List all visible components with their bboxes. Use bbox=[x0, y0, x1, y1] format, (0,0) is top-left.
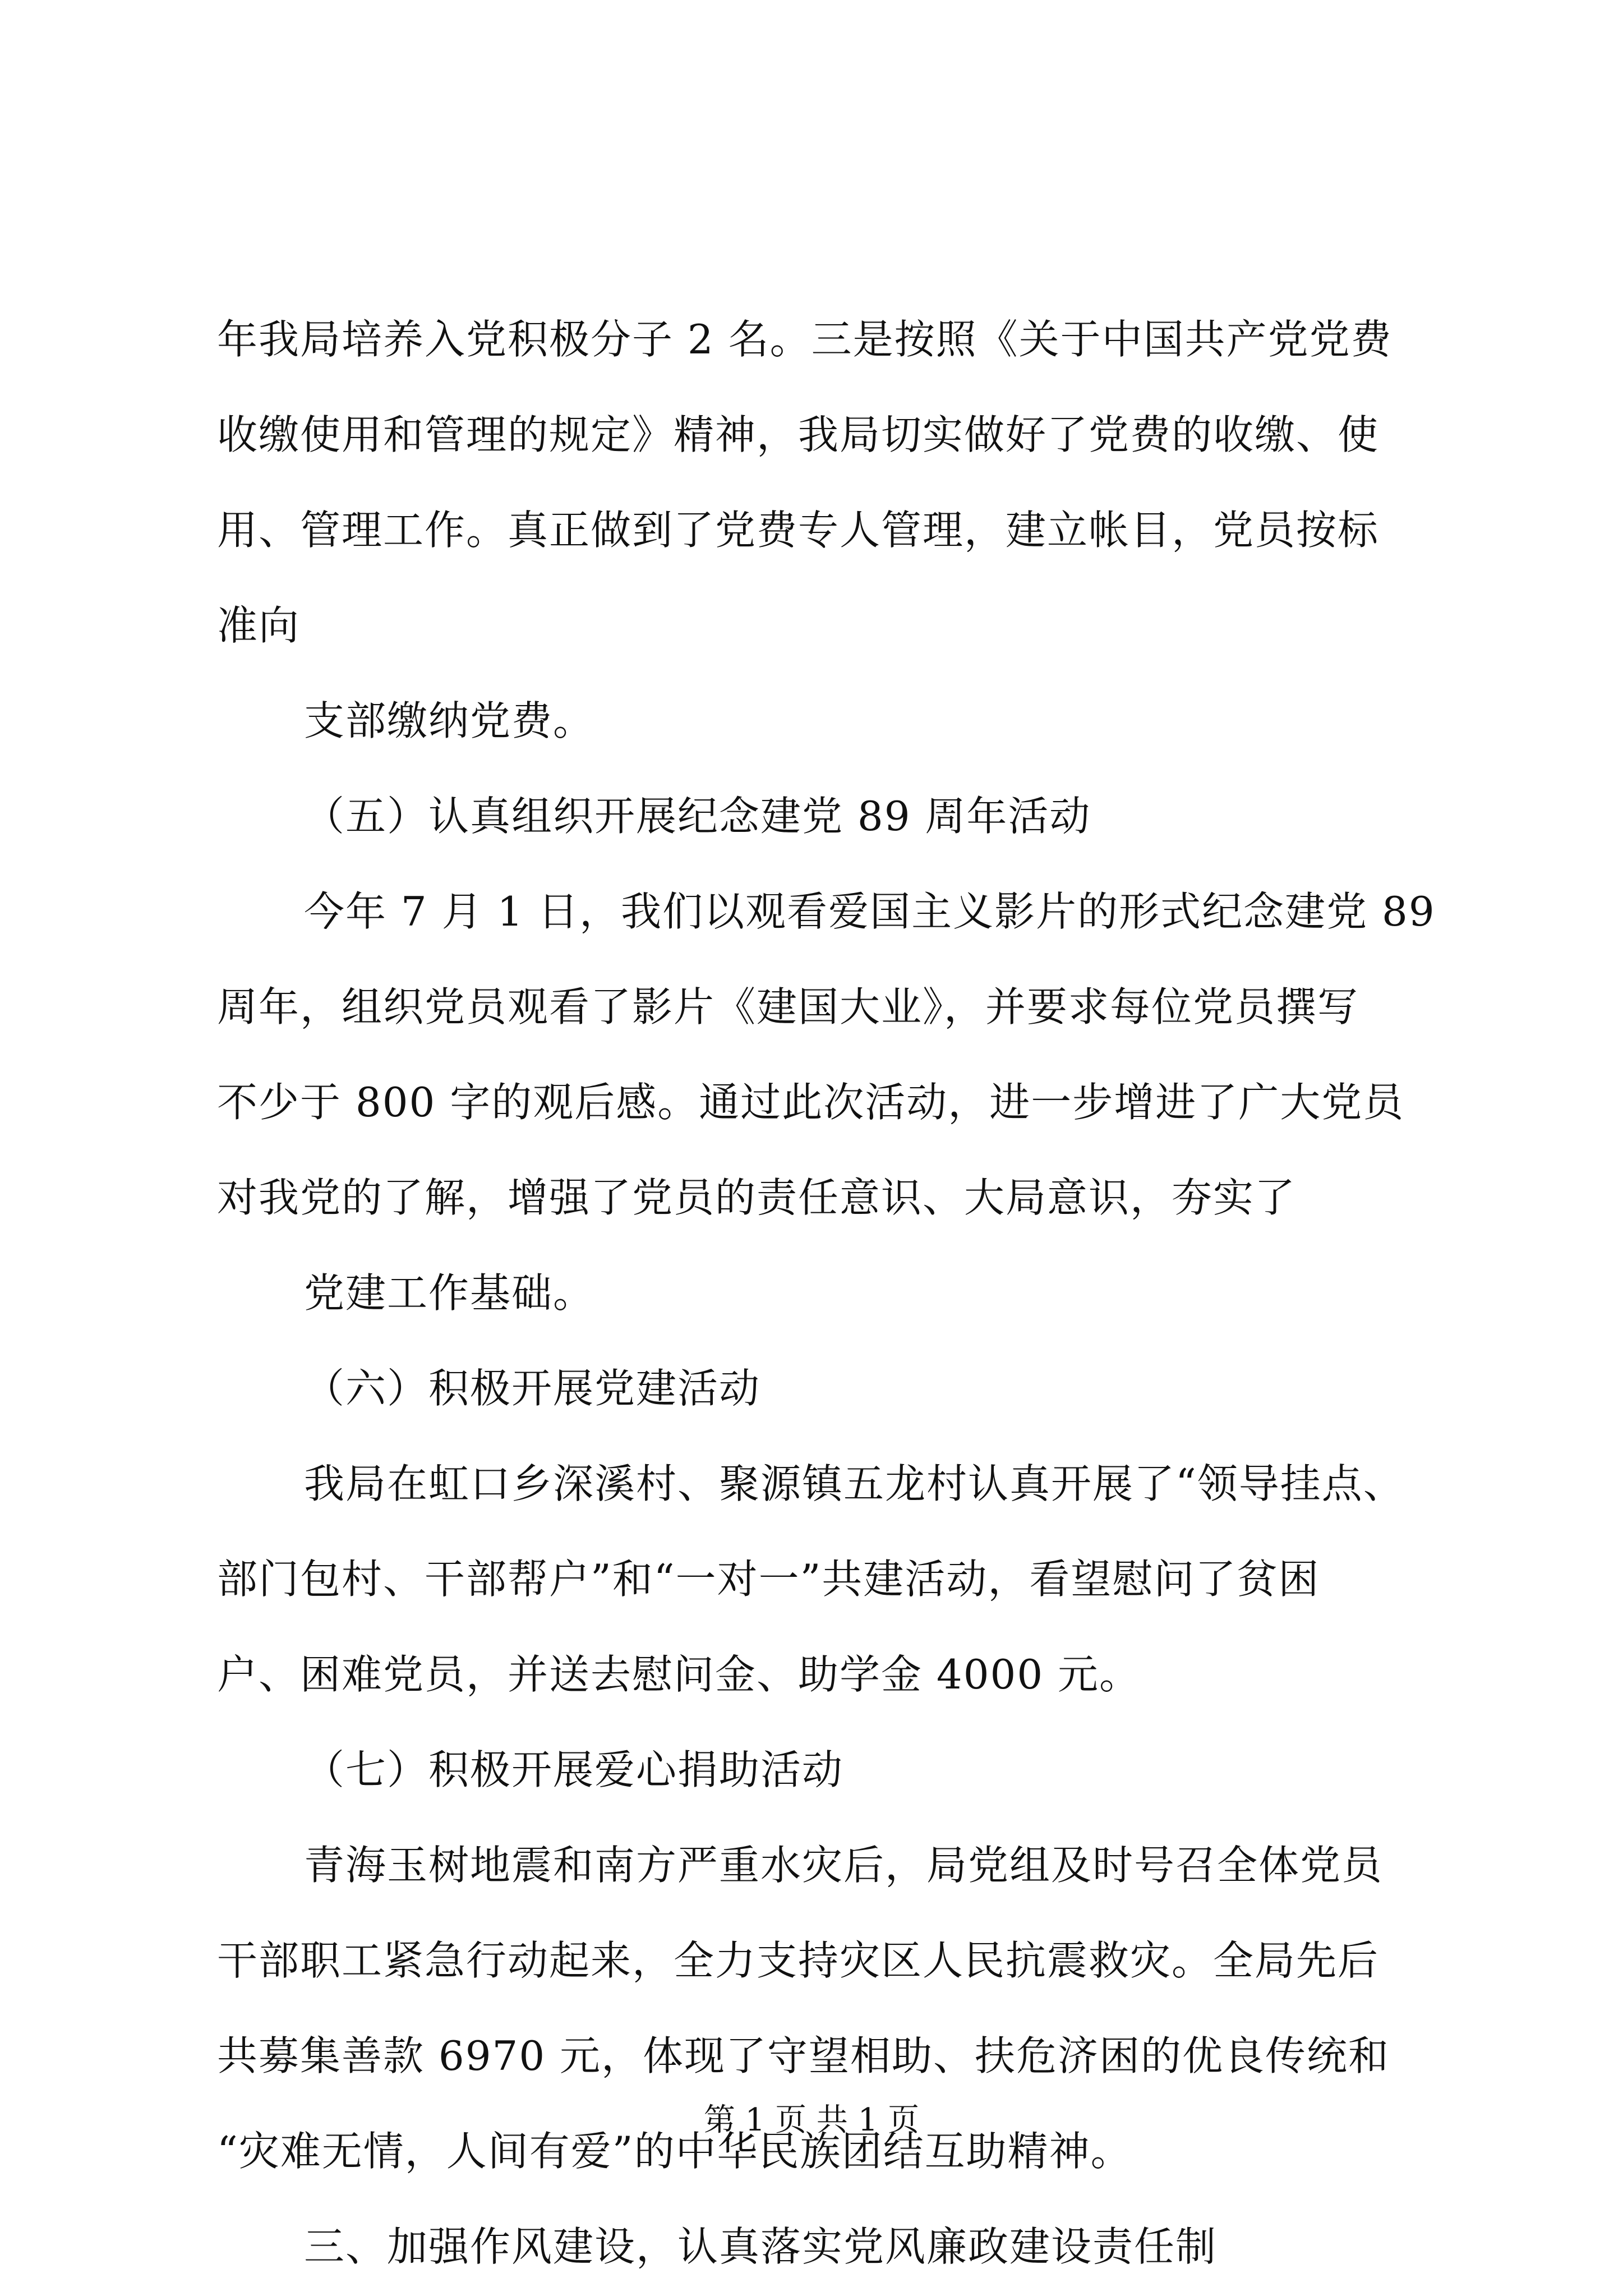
page-footer: 第 1 页 共 1 页 bbox=[703, 2102, 920, 2138]
text-line: 年我局培养入党积极分子 2 名。三是按照《关于中国共产党党费 bbox=[217, 316, 1393, 363]
text-line: 收缴使用和管理的规定》精神，我局切实做好了党费的收缴、使 bbox=[217, 411, 1380, 458]
section-heading: 三、加强作风建设，认真落实党风廉政建设责任制 bbox=[304, 2223, 1218, 2270]
text-line: 周年，组织党员观看了影片《建国大业》，并要求每位党员撰写 bbox=[217, 983, 1359, 1030]
section-heading: （五）认真组织开展纪念建党 89 周年活动 bbox=[304, 793, 1091, 840]
section-heading: （六）积极开展党建活动 bbox=[304, 1365, 761, 1412]
text-line: 准向 bbox=[217, 602, 301, 649]
text-line: 今年 7 月 1 日，我们以观看爱国主义影片的形式纪念建党 89 bbox=[304, 888, 1436, 935]
text-line: 我局在虹口乡深溪村、聚源镇五龙村认真开展了“领导挂点、 bbox=[304, 1460, 1405, 1507]
text-line: 户、困难党员，并送去慰问金、助学金 4000 元。 bbox=[217, 1651, 1141, 1698]
text-line: 共募集善款 6970 元，体现了守望相助、扶危济困的优良传统和 bbox=[217, 2032, 1390, 2079]
section-heading: （七）积极开展爱心捐助活动 bbox=[304, 1746, 844, 1793]
text-line: 干部职工紧急行动起来，全力支持灾区人民抗震救灾。全局先后 bbox=[217, 1937, 1380, 1984]
text-line: 用、管理工作。真正做到了党费专人管理，建立帐目，党员按标 bbox=[217, 507, 1380, 554]
text-line: “灾难无情，人间有爱”的中华民族团结互助精神。 bbox=[217, 2128, 1132, 2175]
document-body bbox=[217, 292, 1440, 2294]
text-line: 不少于 800 字的观后感。通过此次活动，进一步增进了广大党员 bbox=[217, 1079, 1405, 1126]
text-line: 党建工作基础。 bbox=[304, 1269, 595, 1317]
text-line: 部门包村、干部帮户”和“一对一”共建活动，看望慰问了贫困 bbox=[217, 1556, 1320, 1603]
text-line: 支部缴纳党费。 bbox=[304, 697, 595, 744]
text-line: 对我党的了解，增强了党员的责任意识、大局意识，夯实了 bbox=[217, 1174, 1297, 1221]
text-line: 青海玉树地震和南方严重水灾后，局党组及时号召全体党员 bbox=[304, 1842, 1384, 1889]
